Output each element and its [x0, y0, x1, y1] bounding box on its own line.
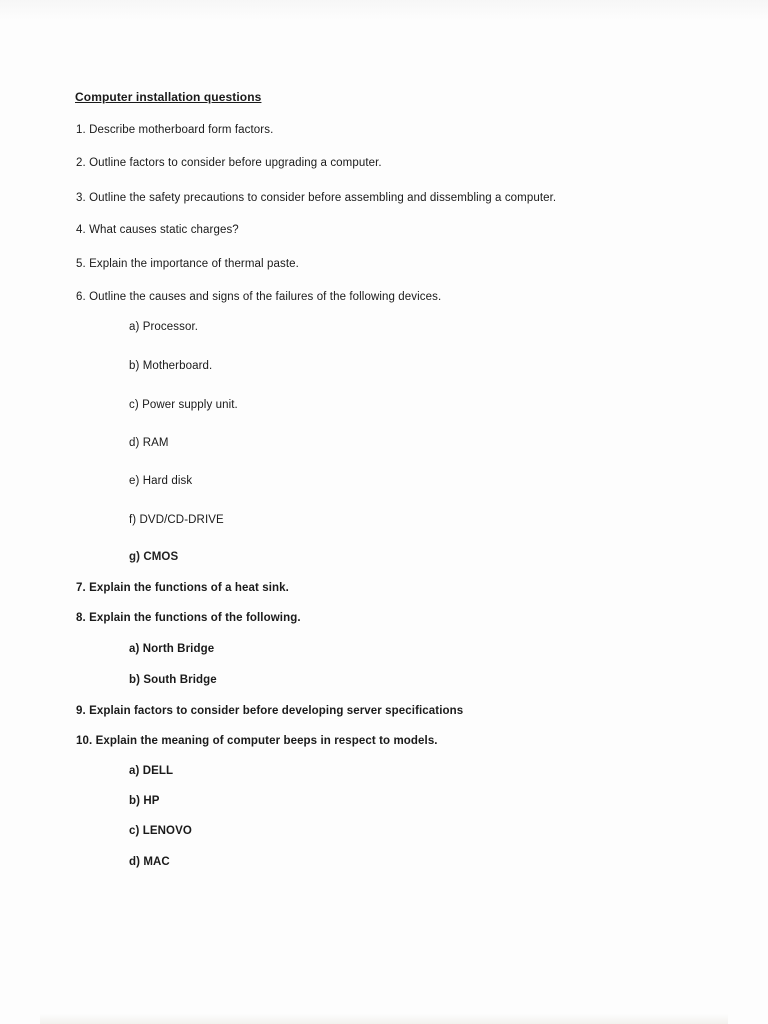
question-6-item-g: g) CMOS: [129, 551, 179, 563]
question-6-item-e: e) Hard disk: [129, 475, 193, 487]
question-3: 3. Outline the safety precautions to consider before assembling and dissembling a computer.: [76, 192, 557, 204]
question-4: 4. What causes static charges?: [76, 224, 239, 236]
question-5: 5. Explain the importance of thermal paste.: [76, 258, 299, 270]
scan-shadow-top: [0, 0, 768, 20]
scan-shadow-bottom: [40, 1014, 728, 1024]
question-10-item-c: c) LENOVO: [129, 825, 192, 837]
question-6-item-a: a) Processor.: [129, 321, 199, 333]
question-10-item-d: d) MAC: [129, 856, 170, 868]
question-8-item-a: a) North Bridge: [129, 643, 215, 655]
question-7: 7. Explain the functions of a heat sink.: [76, 582, 289, 594]
question-6-item-b: b) Motherboard.: [129, 360, 213, 372]
question-9: 9. Explain factors to consider before developing server specifications: [76, 705, 464, 717]
question-8-item-b: b) South Bridge: [129, 674, 217, 686]
question-6-item-d: d) RAM: [129, 437, 169, 449]
question-6-item-f: f) DVD/CD-DRIVE: [129, 514, 224, 526]
document-title: Computer installation questions: [75, 90, 262, 104]
question-1: 1. Describe motherboard form factors.: [76, 124, 274, 136]
question-6-item-c: c) Power supply unit.: [129, 399, 238, 411]
question-10-item-a: a) DELL: [129, 765, 174, 777]
question-10: 10. Explain the meaning of computer beeps in respect to models.: [76, 735, 438, 747]
question-2: 2. Outline factors to consider before upgrading a computer.: [76, 157, 382, 169]
question-8: 8. Explain the functions of the following.: [76, 612, 301, 624]
question-6: 6. Outline the causes and signs of the failures of the following devices.: [76, 291, 442, 303]
question-10-item-b: b) HP: [129, 795, 160, 807]
